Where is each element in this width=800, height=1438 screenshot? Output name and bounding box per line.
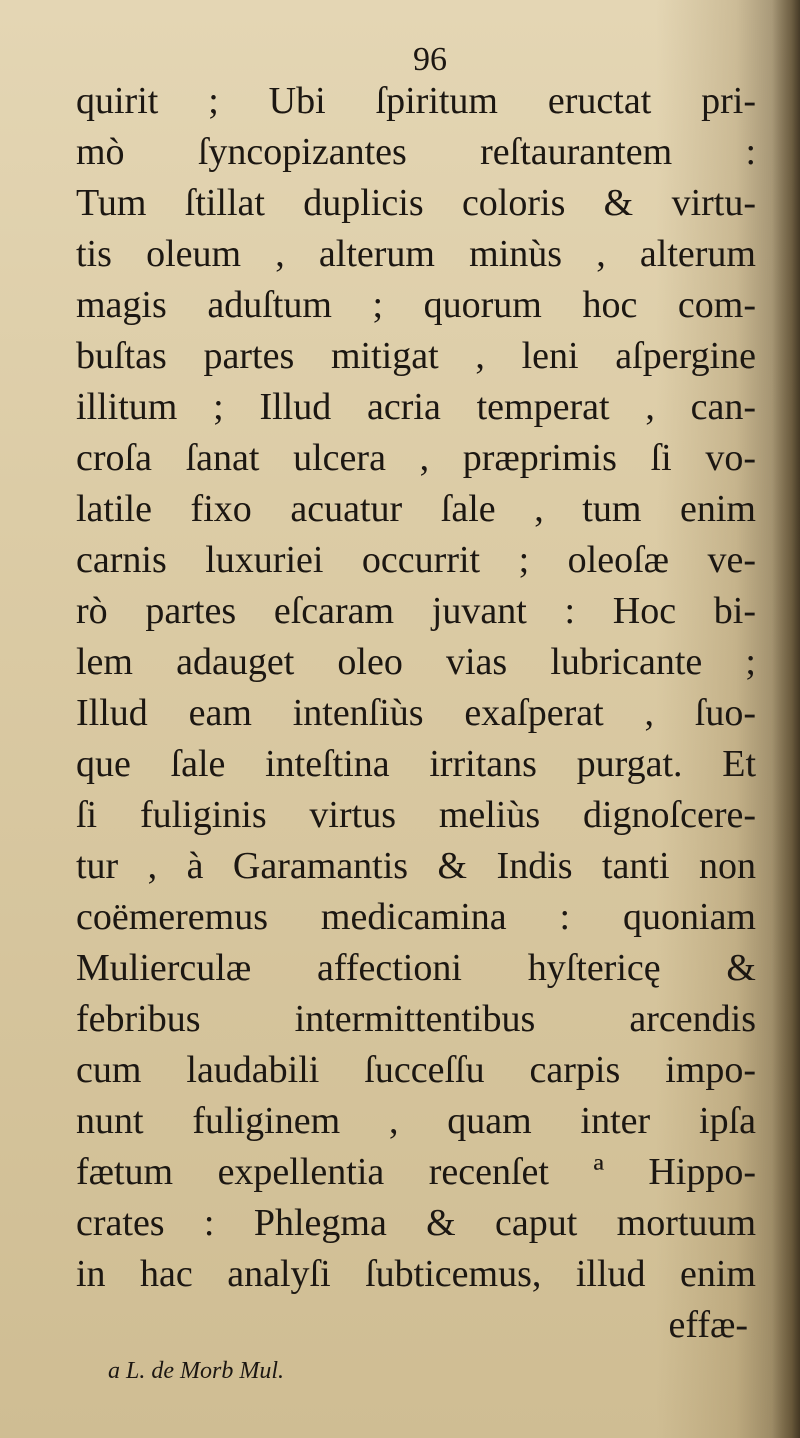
page-edge-shadow [772,0,800,1438]
text-line: cum laudabili ſucceſſu carpis impo- [76,1049,756,1091]
page-number: 96 [413,41,447,78]
text-line: rò partes eſcaram juvant : Hoc bi- [76,590,756,632]
text-line: in hac analyſi ſubticemus, illud enim [76,1253,756,1295]
text-line: tur , à Garamantis & Indis tanti non [76,845,756,887]
text-line: Tum ſtillat duplicis coloris & virtu- [76,182,756,224]
text-line: crates : Phlegma & caput mortuum [76,1202,756,1244]
text-line: carnis luxuriei occurrit ; oleoſæ ve- [76,539,756,581]
text-line: coëmeremus medicamina : quoniam [76,896,756,938]
text-line: Mulierculæ affectioni hyſtericę & [76,947,756,989]
text-line: Illud eam intenſiùs exaſperat , ſuo- [76,692,756,734]
text-line: buſtas partes mitigat , leni aſpergine [76,335,756,377]
text-line: fætum expellentia recenſet ª Hippo- [76,1151,756,1193]
body-text [76,76,756,1351]
text-line: nunt fuliginem , quam inter ipſa [76,1100,756,1142]
text-line: croſa ſanat ulcera , præprimis ſi vo- [76,437,756,479]
footnote: a L. de Morb Mul. [108,1358,284,1384]
text-line: latile fixo acuatur ſale , tum enim [76,488,756,530]
text-line: lem adauget oleo vias lubricante ; [76,641,756,683]
text-line: que ſale inteſtina irritans purgat. Et [76,743,756,785]
catchword: effæ- [668,1304,748,1346]
text-line: tis oleum , alterum minùs , alterum [76,233,756,275]
text-line: magis aduſtum ; quorum hoc com- [76,284,756,326]
text-line: quirit ; Ubi ſpiritum eructat pri- [76,80,756,122]
text-line: mò ſyncopizantes reſtaurantem : [76,131,756,173]
text-line: ſi fuliginis virtus meliùs dignoſcere- [76,794,756,836]
text-line: illitum ; Illud acria temperat , can- [76,386,756,428]
text-line: febribus intermittentibus arcendis [76,998,756,1040]
